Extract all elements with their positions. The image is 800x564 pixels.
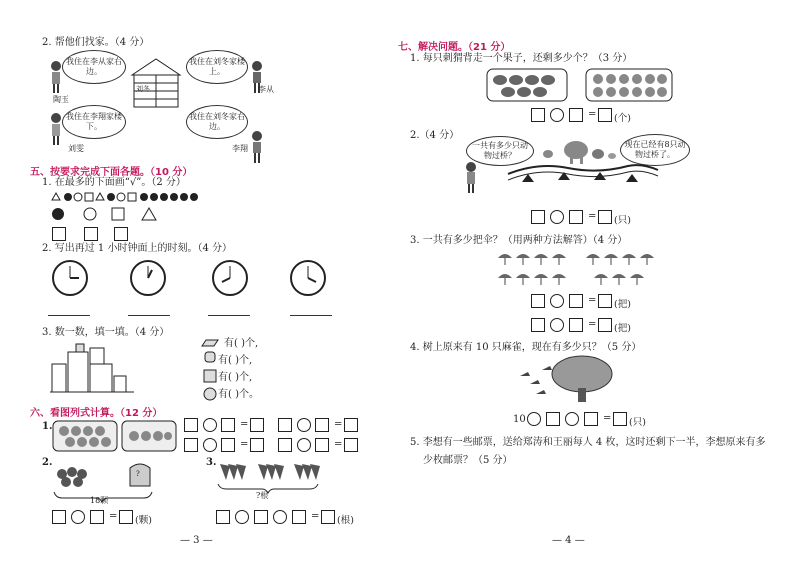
unit-label: (颗) bbox=[135, 515, 152, 526]
count-row: 有( )个, bbox=[218, 372, 253, 383]
fruit-groups-image bbox=[52, 420, 178, 454]
answer-box[interactable] bbox=[221, 418, 235, 432]
answer-box[interactable] bbox=[52, 227, 66, 241]
page-number: — 3 — bbox=[180, 535, 213, 546]
operator-circle[interactable] bbox=[297, 418, 311, 432]
page-number: — 4 — bbox=[552, 535, 585, 546]
speech-bubble: 现在已经有8只动物过桥了。 bbox=[620, 134, 690, 166]
answer-box[interactable] bbox=[315, 418, 329, 432]
speech-bubble: 我住在刘冬家右边。 bbox=[186, 105, 248, 139]
operator-circle[interactable] bbox=[297, 438, 311, 452]
answer-box[interactable] bbox=[90, 510, 104, 524]
answer-box[interactable] bbox=[531, 210, 545, 224]
section-6-title: 六、看图列式计算。（12 分） bbox=[30, 408, 163, 419]
answer-line[interactable] bbox=[290, 315, 332, 316]
name-label: 陶玉 bbox=[53, 95, 69, 104]
answer-line[interactable] bbox=[208, 315, 250, 316]
answer-box[interactable] bbox=[531, 318, 545, 332]
answer-box[interactable] bbox=[250, 438, 264, 452]
shape-icons-image bbox=[200, 338, 220, 408]
answer-box[interactable] bbox=[531, 294, 545, 308]
shape-sequence-image bbox=[48, 190, 228, 224]
r-q4-title: 4. 树上原来有 10 只麻雀，现在有多少只？（5 分） bbox=[410, 342, 642, 353]
answer-box[interactable] bbox=[613, 412, 627, 426]
count-row: 有( )个。 bbox=[218, 389, 259, 400]
answer-box[interactable] bbox=[278, 438, 292, 452]
name-label: 刘冬 bbox=[136, 85, 150, 93]
answer-box[interactable] bbox=[598, 294, 612, 308]
answer-box[interactable] bbox=[598, 318, 612, 332]
answer-box[interactable] bbox=[114, 227, 128, 241]
boy-figure bbox=[250, 130, 264, 164]
r-q5-line-2: 少枚邮票？（5 分） bbox=[423, 455, 513, 466]
operator-circle[interactable] bbox=[550, 210, 564, 224]
answer-box[interactable] bbox=[344, 418, 358, 432]
name-label: 刘雯 bbox=[68, 144, 84, 153]
answer-box[interactable] bbox=[584, 412, 598, 426]
answer-box[interactable] bbox=[546, 412, 560, 426]
operator-circle[interactable] bbox=[550, 108, 564, 122]
unit-label: (只) bbox=[614, 215, 631, 226]
answer-line[interactable] bbox=[128, 315, 170, 316]
animals-bridge-image bbox=[460, 134, 670, 196]
name-label: 李翔 bbox=[232, 144, 248, 153]
answer-box[interactable] bbox=[569, 108, 583, 122]
answer-box[interactable] bbox=[119, 510, 133, 524]
girl-figure bbox=[49, 60, 63, 94]
clock-faces-image bbox=[50, 258, 350, 298]
speech-bubble: 我住在刘冬家楼上。 bbox=[186, 50, 248, 84]
s6-q2-label: 2. bbox=[42, 457, 53, 468]
answer-box[interactable] bbox=[250, 418, 264, 432]
operator-circle[interactable] bbox=[203, 418, 217, 432]
section-7-title: 七、解决问题。（21 分） bbox=[398, 42, 511, 53]
answer-box[interactable] bbox=[292, 510, 306, 524]
answer-box[interactable] bbox=[569, 210, 583, 224]
answer-box[interactable] bbox=[598, 108, 612, 122]
operator-circle[interactable] bbox=[550, 318, 564, 332]
unit-label: (把) bbox=[614, 299, 631, 310]
s5-q1-title: 1. 在最多的下面画“√”。（2 分） bbox=[42, 177, 186, 188]
answer-box[interactable] bbox=[321, 510, 335, 524]
count-row: 有( )个, bbox=[218, 355, 253, 366]
r-q1-title: 1. 每只刺猬背走一个果子，还剩多少个？（3 分） bbox=[410, 53, 633, 64]
operator-circle[interactable] bbox=[550, 294, 564, 308]
speech-bubble: 一共有多少只动物过桥？ bbox=[466, 136, 534, 166]
apartment-building-image bbox=[130, 57, 182, 109]
tree-birds-image bbox=[516, 354, 622, 404]
operator-circle[interactable] bbox=[273, 510, 287, 524]
s5-q2-title: 2. 写出再过 1 小时钟面上的时刻。（4 分） bbox=[42, 243, 232, 254]
section-5-title: 五、按要求完成下面各题。（10 分） bbox=[30, 167, 193, 178]
answer-box[interactable] bbox=[84, 227, 98, 241]
answer-box[interactable] bbox=[278, 418, 292, 432]
answer-box[interactable] bbox=[254, 510, 268, 524]
answer-box[interactable] bbox=[315, 438, 329, 452]
operator-circle[interactable] bbox=[71, 510, 85, 524]
answer-box[interactable] bbox=[52, 510, 66, 524]
answer-box[interactable] bbox=[216, 510, 230, 524]
girl-figure bbox=[49, 112, 63, 146]
answer-box[interactable] bbox=[569, 294, 583, 308]
r-q3-title: 3. 一共有多少把伞？（用两种方法解答）（4 分） bbox=[410, 235, 628, 246]
answer-box[interactable] bbox=[598, 210, 612, 224]
svg-text:?: ? bbox=[136, 470, 140, 478]
operator-circle[interactable] bbox=[235, 510, 249, 524]
unit-label: (个) bbox=[614, 113, 631, 124]
total-label: ?根 bbox=[256, 491, 269, 500]
carrots-image bbox=[214, 460, 324, 494]
unit-label: (只) bbox=[629, 417, 646, 428]
r-q2-title: 2.（4 分） bbox=[410, 130, 460, 141]
s6-q3-label: 3. bbox=[206, 457, 217, 468]
q2-title: 2. 帮他们找家。（4 分） bbox=[42, 37, 150, 48]
umbrellas-image bbox=[496, 250, 666, 288]
answer-box[interactable] bbox=[184, 418, 198, 432]
start-number: 10 bbox=[513, 414, 526, 425]
answer-box[interactable] bbox=[221, 438, 235, 452]
speech-bubble: 我住在李翔家楼下。 bbox=[62, 105, 126, 139]
r-q5-line-1: 5. 李想有一些邮票，送给郑涛和王丽每人 4 枚，这时还剩下一半，李想原来有多 bbox=[410, 437, 766, 448]
total-label: 18颗 bbox=[90, 496, 109, 505]
s5-q3-title: 3. 数一数，填一填。（4 分） bbox=[42, 327, 170, 338]
answer-line[interactable] bbox=[48, 315, 90, 316]
answer-box[interactable] bbox=[344, 438, 358, 452]
name-label: 李从 bbox=[258, 85, 274, 94]
unit-label: (根) bbox=[337, 515, 354, 526]
operator-circle[interactable] bbox=[527, 412, 541, 426]
count-row: 有( )个, bbox=[224, 338, 259, 349]
answer-box[interactable] bbox=[531, 108, 545, 122]
operator-circle[interactable] bbox=[565, 412, 579, 426]
answer-box[interactable] bbox=[184, 438, 198, 452]
operator-circle[interactable] bbox=[203, 438, 217, 452]
answer-box[interactable] bbox=[569, 318, 583, 332]
speech-bubble: 我住在李从家右边。 bbox=[62, 50, 126, 84]
s6-q1-label: 1. bbox=[42, 421, 53, 432]
hedgehogs-fruits-image bbox=[486, 68, 676, 104]
block-stack-image bbox=[48, 342, 138, 396]
unit-label: (把) bbox=[614, 323, 631, 334]
